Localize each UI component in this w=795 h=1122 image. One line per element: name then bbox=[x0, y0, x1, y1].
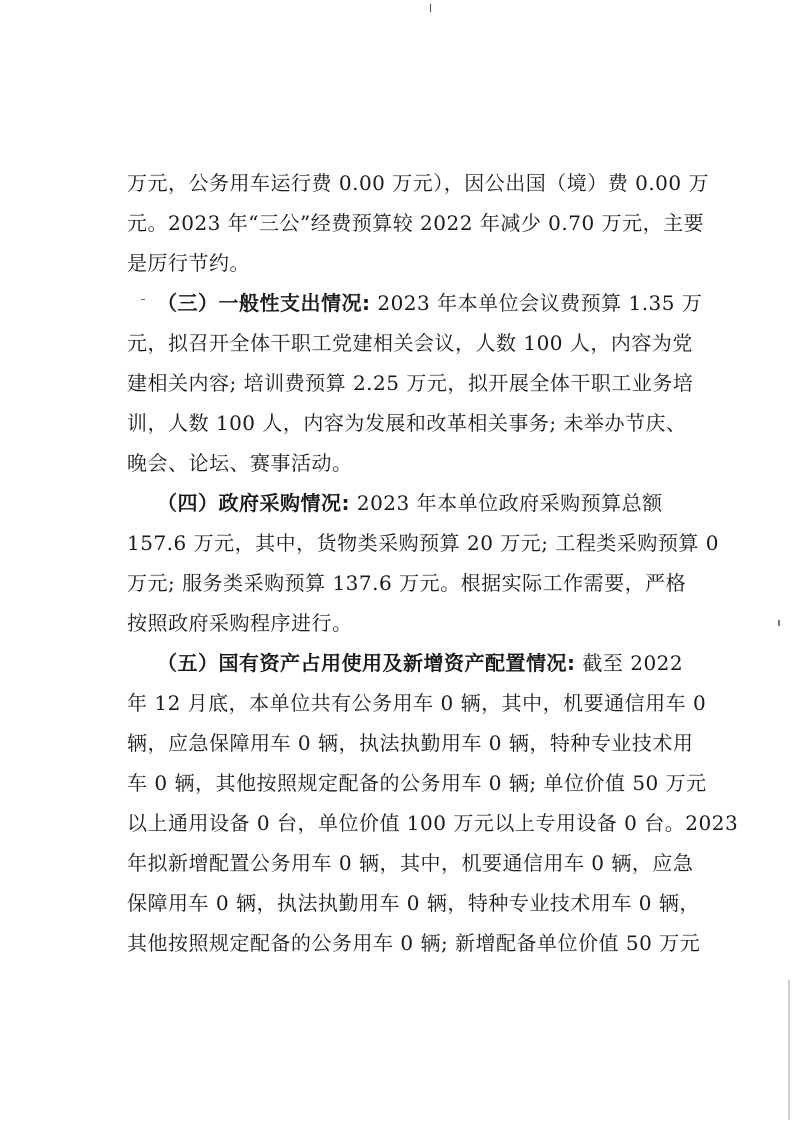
body-line: 建相关内容; 培训费预算 2.25 万元，拟开展全体干职工业务培 bbox=[127, 371, 694, 395]
body-line: 车 0 辆，其他按照规定配备的公务用车 0 辆; 单位价值 50 万元 bbox=[127, 771, 707, 795]
body-line: 辆，应急保障用车 0 辆，执法执勤用车 0 辆，特种专业技术用 bbox=[127, 731, 694, 755]
body-line: 晚会、论坛、赛事活动。 bbox=[127, 451, 353, 475]
section-heading-line bbox=[0, 483, 795, 523]
body-line: 是厉行节约。 bbox=[127, 251, 250, 275]
body-line: 以上通用设备 0 台，单位价值 100 万元以上专用设备 0 台。2023 bbox=[127, 811, 739, 835]
body-line: 其他按照规定配备的公务用车 0 辆; 新增配备单位价值 50 万元 bbox=[127, 931, 701, 955]
section-heading-text: 截至 2022 bbox=[575, 651, 684, 675]
section-heading-line bbox=[0, 283, 795, 323]
section-heading: （四）政府采购情况: bbox=[157, 491, 350, 515]
body-line: 157.6 万元，其中，货物类采购预算 20 万元; 工程类采购预算 0 bbox=[127, 531, 719, 555]
body-line: 万元; 服务类采购预算 137.6 万元。根据实际工作需要，严格 bbox=[127, 571, 687, 595]
section-heading-text: 2023 年本单位政府采购预算总额 bbox=[350, 491, 663, 515]
section-heading-text: 2023 年本单位会议费预算 1.35 万 bbox=[370, 291, 703, 315]
scan-mark bbox=[430, 4, 431, 12]
section-heading-line bbox=[0, 643, 795, 683]
body-line: 年拟新增配置公务用车 0 辆，其中，机要通信用车 0 辆，应急 bbox=[127, 851, 694, 875]
body-line: 元。2023 年“三公”经费预算较 2022 年减少 0.70 万元，主要 bbox=[127, 211, 705, 235]
body-line: 保障用车 0 辆，执法执勤用车 0 辆，特种专业技术用车 0 辆， bbox=[127, 891, 700, 915]
scan-edge-shadow bbox=[788, 980, 790, 1120]
body-line: 年 12 月底，本单位共有公务用车 0 辆，其中，机要通信用车 0 bbox=[127, 691, 707, 715]
section-heading: （三）一般性支出情况: bbox=[157, 291, 371, 315]
body-line: 元，拟召开全体干职工党建相关会议，人数 100 人，内容为党 bbox=[127, 331, 693, 355]
body-line: 训，人数 100 人，内容为发展和改革相关事务; 未举办节庆、 bbox=[127, 411, 687, 435]
section-heading: （五）国有资产占用使用及新增资产配置情况: bbox=[157, 651, 576, 675]
body-line: 按照政府采购程序进行。 bbox=[127, 611, 353, 635]
body-line: 万元，公务用车运行费 0.00 万元），因公出国（境）费 0.00 万 bbox=[127, 171, 709, 195]
